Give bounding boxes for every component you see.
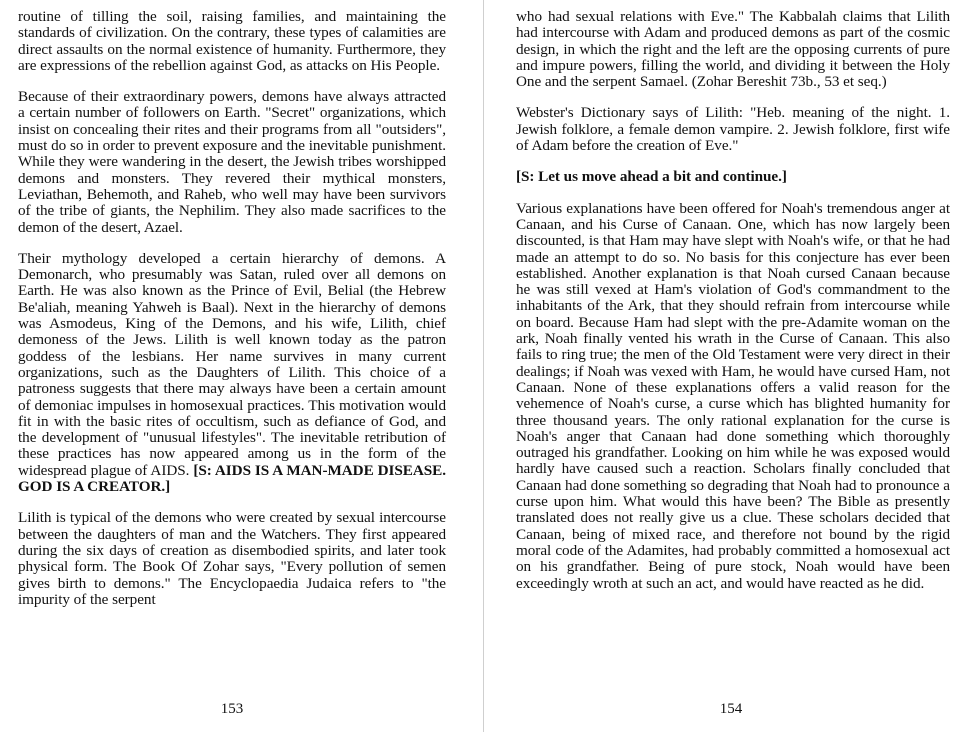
page-number-left: 153 [220,701,244,717]
paragraph [18,9,446,74]
paragraph: who had sexual relations with Eve." The Kabbalah claims that Lilith had intercourse with Adam and produced demons as part of the cosmic design, in which the right and the left are the opposing currents of pure and impure powers, filling the world, and dividing it between the Holy One and the serpent Samael. (Zohar Bereshit 73b., 53 et seq.) [516,8,950,91]
paragraph [18,251,446,495]
left-page [18,9,446,608]
editor-note: [S: Let us move ahead a bit and continue.] [516,168,787,186]
page-number-right: 154 [719,701,743,717]
paragraph [18,89,446,236]
paragraph [18,510,446,608]
paragraph-text: Lilith is typical of the demons who were created by sexual intercourse between the daughters of man and the Watchers. They first appeared during the six days of creation as disembodied spirits, and later took physical form. The Book Of Zohar says, "Every pollution of semen gives birth to demons." The Encyclopaedia Judaica refers to "the impurity of the serpent [18,509,446,608]
paragraph: Various explanations have been offered for Noah's tremendous anger at Canaan, and his Curse of Canaan. One, which has now largely been discounted, is that Ham may have slept with Noah's wife, or that he had made an attempt to do so. No basis for this conjecture has ever been established. Another explanation is that Noah cursed Canaan because he was still vexed at Ham's violation of God's commandment to the inhabitants of the Ark, that they should refrain from intercourse while on board. Because Ham had slept with the pre-Adamite woman on the ark, Noah finally vented his wrath in the Curse of Canaan. This also fails to ring true; the men of the Old Testament were very direct in their dealings; if Noah was vexed with Ham, he would have cursed Ham, not Canaan. None of these explanations offers a valid reason for the vehemence of Noah's curse, a curse which has blighted humanity for three thousand years. The only rational explanation for the curse is Noah's anger that Canaan had done something which thoroughly outraged his grandfather. Looking on him while he was exposed would hardly have caused such a reaction. Scholars finally concluded that Canaan had done something so degrading that Noah had to pronounce a curse upon him. What would this have been? The Bible as presently translated does not really give us a clue. These scholars decided that Canaan, being of mixed race, and therefore not bound by the rigid moral code of the Adamites, had probably committed a homosexual act on his grandfather. Being of pure stock, Noah would have been exceedingly wroth at such an act, and would have reacted as he did. [516,199,950,592]
paragraph-text: routine of tilling the soil, raising families, and maintaining the standards of civilization. On the contrary, these types of calamities are direct assaults on the normal existence of humanity. Furthermore, they are expressions of the rebellion against God, as attacks on His People. [18,8,446,74]
page-gutter [483,0,484,732]
paragraph-text: Because of their extraordinary powers, demons have always attracted a certain number of followers on Earth. "Secret" organizations, which insist on concealing their rites and their programs from all "outsiders", must do so in order to prevent exposure and the inevitable punishment. While they were wandering in the desert, the Jewish tribes worshipped demons and monsters. They revered their mythical monsters, Leviathan, Behemoth, and Raheb, who well may have been survivors of the tribe of giants, the Nephilim. They also made sacrifices to the demon of the desert, Azael. [18,88,446,236]
paragraph: Webster's Dictionary says of Lilith: "Heb. meaning of the night. 1. Jewish folklore, a female demon vampire. 2. Jewish folklore, first wife of Adam before the creation of Eve." [516,104,950,155]
right-page [516,9,950,592]
paragraph-text: Their mythology developed a certain hierarchy of demons. A Demonarch, who presumably was Satan, ruled over all demons on Earth. He was also known as the Prince of Evil, Belial (the Hebrew Be'aliah, meaning Yahweh is Baal). Next in the hierarchy of demons was Asmodeus, King of the Demons, and his wife, Lilith, chief demoness of the Jews. Lilith is well known today as the patron goddess of the lesbians. Her name survives in many current organizations, such as the Daughters of Lilith. This choice of a patroness suggests that there may always have been a certain amount of demoniac impulses in homosexual practices. This motivation would fit in with the basic rites of occultism, such as defiance of God, and the development of "unusual lifestyles". The inevitable retribution of these practices has now appeared among us in the form of the widespread plague of AIDS. [18,249,446,479]
editor-note: [S: AIDS IS A MAN-MADE DISEASE. GOD IS A CREATOR.] [18,461,447,496]
